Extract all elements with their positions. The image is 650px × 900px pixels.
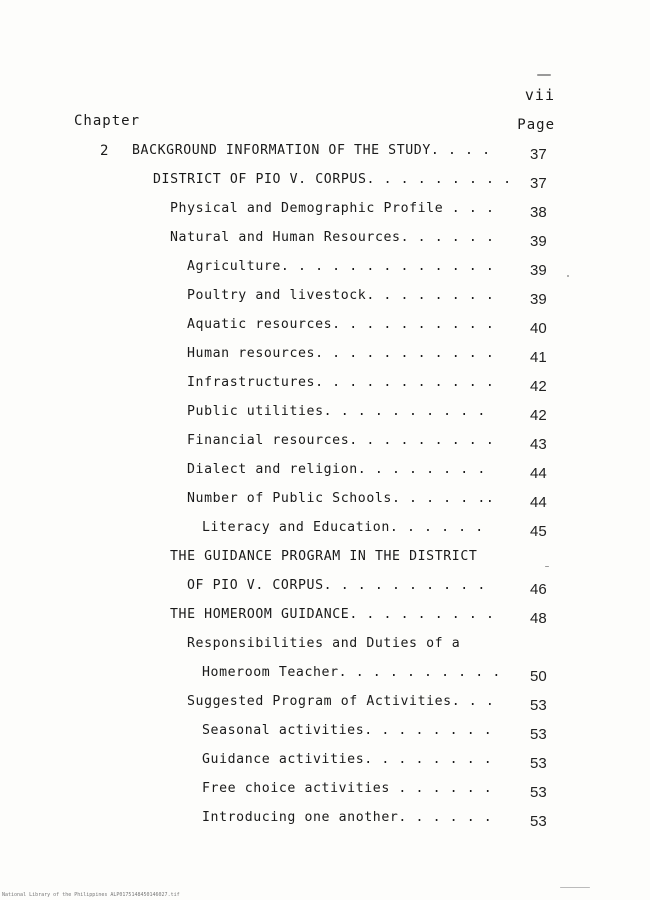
toc-entry xyxy=(0,694,650,716)
scan-speck xyxy=(567,275,569,277)
toc-entry-page: 38 xyxy=(530,204,547,221)
toc-entry xyxy=(0,810,650,832)
page-heading: Page xyxy=(517,117,555,133)
toc-entry-page: 53 xyxy=(530,784,547,801)
toc-entry-title: Financial resources. . . . . . . . . xyxy=(187,433,495,448)
toc-entry-page: 53 xyxy=(530,726,547,743)
toc-entry-page: 53 xyxy=(530,697,547,714)
toc-entry-page: 39 xyxy=(530,291,547,308)
toc-entry-title: Number of Public Schools. . . . . .. xyxy=(187,491,495,506)
toc-entry-page: 53 xyxy=(530,813,547,830)
toc-entry-title: Free choice activities . . . . . . xyxy=(202,781,493,796)
footer-note: National Library of the Philippines ALP0175148450146027.tif xyxy=(2,892,180,898)
toc-entry xyxy=(0,549,650,571)
toc-entry-page: 41 xyxy=(530,349,547,366)
toc-entry xyxy=(0,288,650,310)
toc-entry-title: THE HOMEROOM GUIDANCE. . . . . . . . . xyxy=(170,607,495,622)
toc-entry-page: 43 xyxy=(530,436,547,453)
toc-entry-page: 39 xyxy=(530,233,547,250)
toc-entry xyxy=(0,346,650,368)
toc-entry xyxy=(0,520,650,542)
toc-entry xyxy=(0,230,650,252)
toc-entry-title: Infrastructures. . . . . . . . . . . xyxy=(187,375,495,390)
toc-entry-page: 44 xyxy=(530,494,547,511)
toc-entry-title: Literacy and Education. . . . . . xyxy=(202,520,484,535)
toc-entry-title: Seasonal activities. . . . . . . . xyxy=(202,723,493,738)
toc-entry-page: 40 xyxy=(530,320,547,337)
toc-entry-title: OF PIO V. CORPUS. . . . . . . . . . xyxy=(187,578,486,593)
toc-entry-page: 53 xyxy=(530,755,547,772)
toc-entry xyxy=(0,259,650,281)
toc-entry xyxy=(0,433,650,455)
toc-entry xyxy=(0,404,650,426)
toc-entry-title: Public utilities. . . . . . . . . . xyxy=(187,404,486,419)
toc-entry-page: 50 xyxy=(530,668,547,685)
toc-entry-title: Aquatic resources. . . . . . . . . . xyxy=(187,317,495,332)
toc-entry-title: Suggested Program of Activities. . . xyxy=(187,694,495,709)
toc-entry xyxy=(0,172,650,194)
toc-entry-page: 42 xyxy=(530,407,547,424)
scan-speck xyxy=(545,566,549,567)
toc-entry-title: Responsibilities and Duties of a xyxy=(187,636,461,651)
toc-entry-page: 46 xyxy=(530,581,547,598)
chapter-heading: Chapter xyxy=(74,113,141,129)
page-number: vii xyxy=(524,86,555,104)
toc-entry-page: 48 xyxy=(530,610,547,627)
toc-entry-page: 45 xyxy=(530,523,547,540)
toc-entry-title: Introducing one another. . . . . . xyxy=(202,810,493,825)
toc-chapter-number: 2 xyxy=(100,143,109,159)
toc-entry xyxy=(0,752,650,774)
toc-entry xyxy=(0,317,650,339)
toc-entry xyxy=(0,143,650,165)
toc-entry-title: Natural and Human Resources. . . . . . xyxy=(170,230,495,245)
toc-entry-title: Poultry and livestock. . . . . . . . xyxy=(187,288,495,303)
toc-entry-page: 39 xyxy=(530,262,547,279)
toc-entry-title: Dialect and religion. . . . . . . . xyxy=(187,462,486,477)
scan-speck xyxy=(560,887,590,888)
toc-entry xyxy=(0,462,650,484)
toc-entry xyxy=(0,781,650,803)
toc-entry-page: 42 xyxy=(530,378,547,395)
toc-entry-title: DISTRICT OF PIO V. CORPUS. . . . . . . . . xyxy=(153,172,512,187)
toc-entry xyxy=(0,578,650,600)
toc-entry-page: 44 xyxy=(530,465,547,482)
scan-speck xyxy=(537,74,551,76)
toc-entry xyxy=(0,723,650,745)
toc-entry xyxy=(0,607,650,629)
toc-entry-page: 37 xyxy=(530,146,547,163)
toc-entry xyxy=(0,201,650,223)
toc-entry-page: 37 xyxy=(530,175,547,192)
toc-entry xyxy=(0,491,650,513)
toc-entry xyxy=(0,665,650,687)
toc-entry-title: THE GUIDANCE PROGRAM IN THE DISTRICT xyxy=(170,549,478,564)
toc-entry-title: Agriculture. . . . . . . . . . . . . xyxy=(187,259,495,274)
toc-entry-title: Guidance activities. . . . . . . . xyxy=(202,752,493,767)
toc-entry xyxy=(0,375,650,397)
toc-entry-title: Homeroom Teacher. . . . . . . . . . xyxy=(202,665,501,680)
toc-entry-title: BACKGROUND INFORMATION OF THE STUDY. . . . xyxy=(132,143,491,158)
toc-entry xyxy=(0,636,650,658)
toc-entry-title: Human resources. . . . . . . . . . . xyxy=(187,346,495,361)
toc-entry-title: Physical and Demographic Profile . . . xyxy=(170,201,495,216)
